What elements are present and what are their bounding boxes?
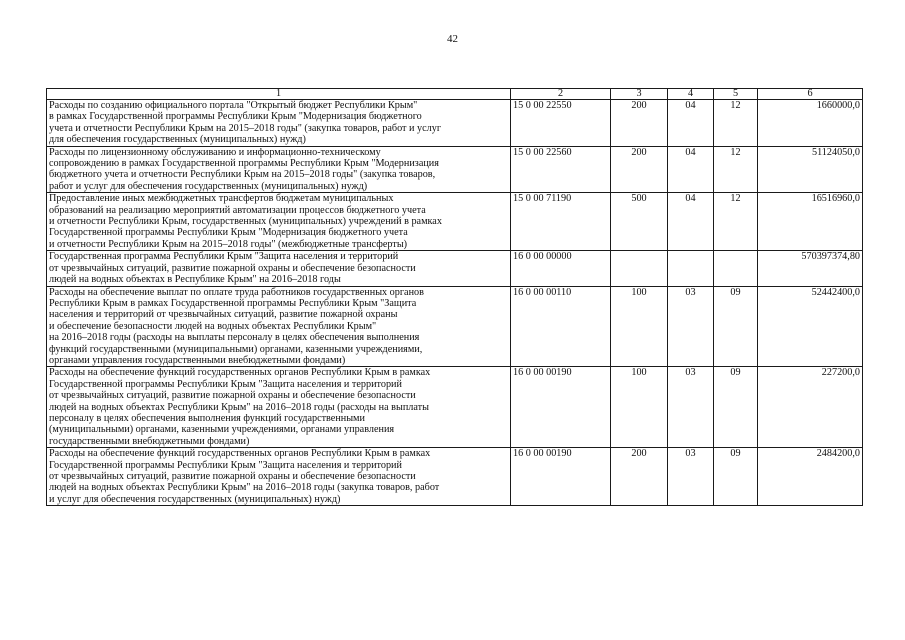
- row-amount: 570397374,80: [758, 251, 863, 286]
- row-description-line: и отчетности Республики Крым на 2015–2018 годы" (межбюджетные трансферты): [49, 238, 408, 250]
- row-description-line: на 2016–2018 годы (расходы на выплаты персоналу в целях обеспечения выполнения: [49, 332, 420, 344]
- row-expense-type: 100: [611, 286, 668, 367]
- row-description-line: и услуг для обеспечения государственных (муниципальных) нужд): [49, 493, 341, 505]
- row-description-line: Расходы по лицензионному обслуживанию и информационно-техническому: [49, 146, 381, 158]
- row-description: [47, 100, 511, 147]
- row-description: [47, 286, 511, 367]
- row-amount: 2484200,0: [758, 448, 863, 506]
- page-number: 42: [447, 33, 458, 45]
- row-target-code: 15 0 00 22560: [511, 146, 611, 193]
- column-header-5: 5: [714, 89, 758, 100]
- row-subsection: [714, 251, 758, 286]
- row-description-line: учета и отчетности Республики Крым на 2015–2018 годы" (закупка товаров, работ и услуг: [49, 122, 441, 134]
- row-target-code: 16 0 00 00190: [511, 448, 611, 506]
- row-amount: 16516960,0: [758, 193, 863, 251]
- row-description: [47, 251, 511, 286]
- row-description: [47, 193, 511, 251]
- row-subsection: 09: [714, 286, 758, 367]
- row-description-line: образований на реализацию мероприятий автоматизации процессов бюджетного учета: [49, 204, 426, 216]
- row-section: 03: [668, 367, 714, 448]
- row-subsection: 12: [714, 100, 758, 147]
- row-description-line: населения и территорий от чрезвычайных ситуаций, развитие пожарной охраны: [49, 309, 398, 321]
- row-section: 04: [668, 146, 714, 193]
- row-description: [47, 448, 511, 506]
- row-description-line: людей на водных объектах в Республике Крым" на 2016–2018 годы: [49, 274, 341, 286]
- column-header-2: 2: [511, 89, 611, 100]
- column-header-1: 1: [47, 89, 511, 100]
- table-row: [47, 146, 863, 193]
- row-expense-type: 100: [611, 367, 668, 448]
- row-section: [668, 251, 714, 286]
- row-expense-type: [611, 251, 668, 286]
- row-description-line: Расходы на обеспечение выплат по оплате труда работников государственных органов: [49, 286, 424, 298]
- budget-table: [46, 88, 863, 506]
- row-description-line: и отчетности Республики Крым, государственных (муниципальных) учреждений в рамках: [49, 216, 442, 228]
- row-expense-type: 200: [611, 448, 668, 506]
- row-description-line: людей на водных объектах Республики Крым" на 2016–2018 годы (закупка товаров, работ: [49, 482, 440, 494]
- row-description-line: Государственной программы Республики Крым "Защита населения и территорий: [49, 459, 402, 471]
- row-description-line: персоналу в целях обеспечения выполнения функций государственными: [49, 412, 365, 424]
- row-expense-type: 200: [611, 100, 668, 147]
- row-description-line: Предоставление иных межбюджетных трансфертов бюджетам муниципальных: [49, 193, 394, 205]
- row-description-line: (муниципальными) органами, казенными учреждениями, органами управления: [49, 424, 395, 436]
- row-description-line: сопровождению в рамках Государственной программы Республики Крым "Модернизация: [49, 158, 439, 170]
- row-expense-type: 200: [611, 146, 668, 193]
- column-header-3: 3: [611, 89, 668, 100]
- row-section: 04: [668, 193, 714, 251]
- table-row: [47, 251, 863, 286]
- table-body: [47, 100, 863, 506]
- table-row: [47, 286, 863, 367]
- row-target-code: 15 0 00 22550: [511, 100, 611, 147]
- row-description-line: работ и услуг для обеспечения государственных (муниципальных) нужд): [49, 180, 368, 192]
- row-description: [47, 367, 511, 448]
- table-row: [47, 193, 863, 251]
- row-description-line: от чрезвычайных ситуаций, развитие пожарной охраны и обеспечение безопасности: [49, 262, 416, 274]
- row-subsection: 12: [714, 146, 758, 193]
- row-description-line: Государственная программа Республики Крым "Защита населения и территорий: [49, 251, 399, 263]
- row-section: 03: [668, 286, 714, 367]
- column-header-6: 6: [758, 89, 863, 100]
- row-description-line: от чрезвычайных ситуаций, развитие пожарной охраны и обеспечение безопасности: [49, 390, 416, 402]
- row-amount: 1660000,0: [758, 100, 863, 147]
- row-amount: 51124050,0: [758, 146, 863, 193]
- table-row: [47, 100, 863, 147]
- row-target-code: 16 0 00 00190: [511, 367, 611, 448]
- row-subsection: 09: [714, 448, 758, 506]
- row-amount: 227200,0: [758, 367, 863, 448]
- row-subsection: 12: [714, 193, 758, 251]
- row-description-line: Государственной программы Республики Крым "Защита населения и территорий: [49, 378, 402, 390]
- row-description-line: людей на водных объектах Республики Крым" на 2016–2018 годы (расходы на выплаты: [49, 401, 429, 413]
- row-description: [47, 146, 511, 193]
- row-description-line: Расходы на обеспечение функций государственных органов Республики Крым в рамках: [49, 367, 431, 379]
- row-description-line: органами управления государственными внебюджетными фондами): [49, 354, 346, 366]
- row-description-line: государственными внебюджетными фондами): [49, 435, 250, 447]
- row-description-line: Республики Крым в рамках Государственной программы Республики Крым "Защита: [49, 297, 417, 309]
- row-section: 03: [668, 448, 714, 506]
- row-description-line: для обеспечения государственных (муниципальных) нужд): [49, 134, 306, 146]
- row-description-line: от чрезвычайных ситуаций, развитие пожарной охраны и обеспечение безопасности: [49, 471, 416, 482]
- row-target-code: 16 0 00 00110: [511, 286, 611, 367]
- row-description-line: бюджетного учета и отчетности Республики Крым на 2015–2018 годы" (закупка товаров,: [49, 169, 436, 181]
- column-header-4: 4: [668, 89, 714, 100]
- row-subsection: 09: [714, 367, 758, 448]
- header-row: [47, 89, 863, 100]
- row-description-line: в рамках Государственной программы Республики Крым "Модернизация бюджетного: [49, 111, 422, 123]
- row-target-code: 15 0 00 71190: [511, 193, 611, 251]
- row-section: 04: [668, 100, 714, 147]
- row-description-line: и обеспечение безопасности людей на водных объектах Республики Крым": [49, 320, 377, 332]
- row-description-line: Расходы по созданию официального портала "Открытый бюджет Республики Крым": [49, 100, 418, 111]
- row-target-code: 16 0 00 00000: [511, 251, 611, 286]
- row-expense-type: 500: [611, 193, 668, 251]
- table-row: [47, 448, 863, 506]
- table-row: [47, 367, 863, 448]
- row-description-line: функций государственными (муниципальными) органами, казенными учреждениями,: [49, 343, 423, 355]
- row-amount: 52442400,0: [758, 286, 863, 367]
- row-description-line: Государственной программы Республики Крым "Модернизация бюджетного учета: [49, 227, 408, 239]
- row-description-line: Расходы на обеспечение функций государственных органов Республики Крым в рамках: [49, 448, 431, 460]
